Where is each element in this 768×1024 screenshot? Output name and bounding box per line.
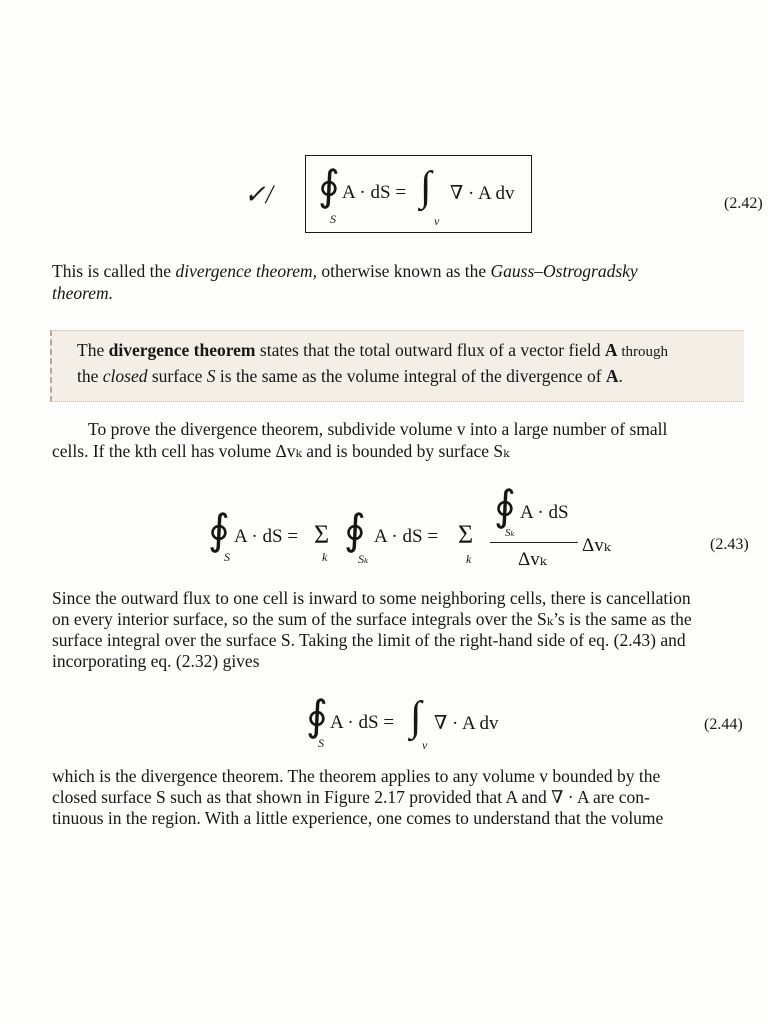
boxed-equation-2-42 [305, 155, 532, 233]
eq244-rhs: ∇ · A dv [434, 713, 499, 734]
para3-line-2: on every interior surface, so the sum of the surface integrals over the Sₖ’s is the same as the [52, 609, 692, 629]
eq244-lhs: A · dS = [330, 712, 395, 733]
para4-line-2: closed surface S such as that shown in Figure 2.17 provided that A and ∇ · A are con- [52, 787, 650, 807]
para1-text-c: otherwise known as the [317, 261, 491, 281]
eq243-numerator: A · dS [520, 502, 569, 523]
para3-line-1: Since the outward flux to one cell is inward to some neighboring cells, there is cancellation [52, 588, 691, 608]
equation-number-2-42: (2.42) [724, 195, 763, 212]
eq243-sub-sk2: Sₖ [505, 527, 515, 539]
eq243-sub-k2: k [466, 552, 472, 566]
closed-integral-icon: ∮ [344, 508, 366, 554]
box-surface-s: S [206, 366, 216, 386]
para1-term-divergence: divergence theorem, [175, 261, 318, 281]
eq243-sub-k1: k [322, 550, 328, 564]
box-text-through: through [617, 344, 668, 360]
eq243-sub-s: S [224, 550, 230, 564]
eq242-lhs: A · dS = [342, 182, 407, 203]
eq244-sub-v: v [422, 738, 428, 752]
closed-integral-icon: ∮ [208, 508, 230, 554]
eq243-term-2: A · dS = [374, 526, 439, 547]
eq243-sub-sk: Sₖ [358, 552, 369, 566]
box-term-bold: divergence theorem [108, 340, 256, 360]
closed-integral-icon: ∮ [306, 694, 328, 740]
box-vector-a-2: A [605, 366, 619, 386]
box-text-a: The [77, 340, 109, 360]
paragraph-cancellation [52, 588, 742, 672]
volume-integral-icon: ∫ [420, 164, 432, 210]
para4-line-3: tinuous in the region. With a little experience, one comes to understand that the volume [52, 808, 664, 828]
paragraph-proof-intro [52, 418, 742, 462]
para3-line-4: incorporating eq. (2.32) gives [52, 651, 260, 671]
box-text-c: states that the total outward flux of a vector field [255, 340, 605, 360]
summation-icon: Σ [458, 520, 474, 549]
para4-line-1: which is the divergence theorem. The theorem applies to any volume v bounded by the [52, 766, 661, 786]
box-vector-a: A [604, 340, 618, 360]
box-text-f: the [77, 366, 103, 386]
para1-theorem: theorem. [52, 283, 114, 303]
equation-number-2-43: (2.43) [710, 536, 749, 553]
eq243-right-factor: Δvₖ [582, 535, 611, 556]
box-term-closed: closed [102, 366, 148, 386]
box-text-h: surface [147, 366, 207, 386]
paragraph-conclusion [52, 766, 742, 829]
handwritten-check-mark: ✓/ [244, 180, 274, 209]
closed-integral-icon: ∮ [494, 484, 516, 530]
eq243-denominator: Δvₖ [518, 549, 547, 570]
para1-term-gauss: Gauss–Ostrogradsky [490, 261, 638, 281]
fraction-bar [490, 542, 578, 543]
closed-integral-icon: ∮ [318, 164, 340, 210]
box-period: . [618, 366, 623, 386]
equation-number-2-44: (2.44) [704, 716, 743, 733]
divergence-theorem-statement [77, 338, 741, 388]
summation-icon: Σ [314, 520, 330, 549]
para1-text-a: This is called the [52, 261, 176, 281]
para3-line-3: surface integral over the surface S. Taking the limit of the right-hand side of eq. (2.43) and [52, 630, 686, 650]
para2-line-1: To prove the divergence theorem, subdivide volume v into a large number of small [88, 419, 668, 439]
eq243-term-1: A · dS = [234, 526, 299, 547]
box-text-j: is the same as the volume integral of the divergence of [215, 366, 606, 386]
volume-integral-icon: ∫ [410, 694, 422, 740]
para2-line-2: cells. If the kth cell has volume Δvₖ and is bounded by surface Sₖ [52, 441, 510, 461]
eq242-rhs: ∇ · A dv [450, 183, 515, 204]
paragraph-divergence-name [52, 260, 742, 304]
eq242-sub-v: v [434, 214, 440, 228]
eq244-sub-s: S [318, 736, 324, 750]
eq242-sub-s: S [330, 212, 336, 226]
